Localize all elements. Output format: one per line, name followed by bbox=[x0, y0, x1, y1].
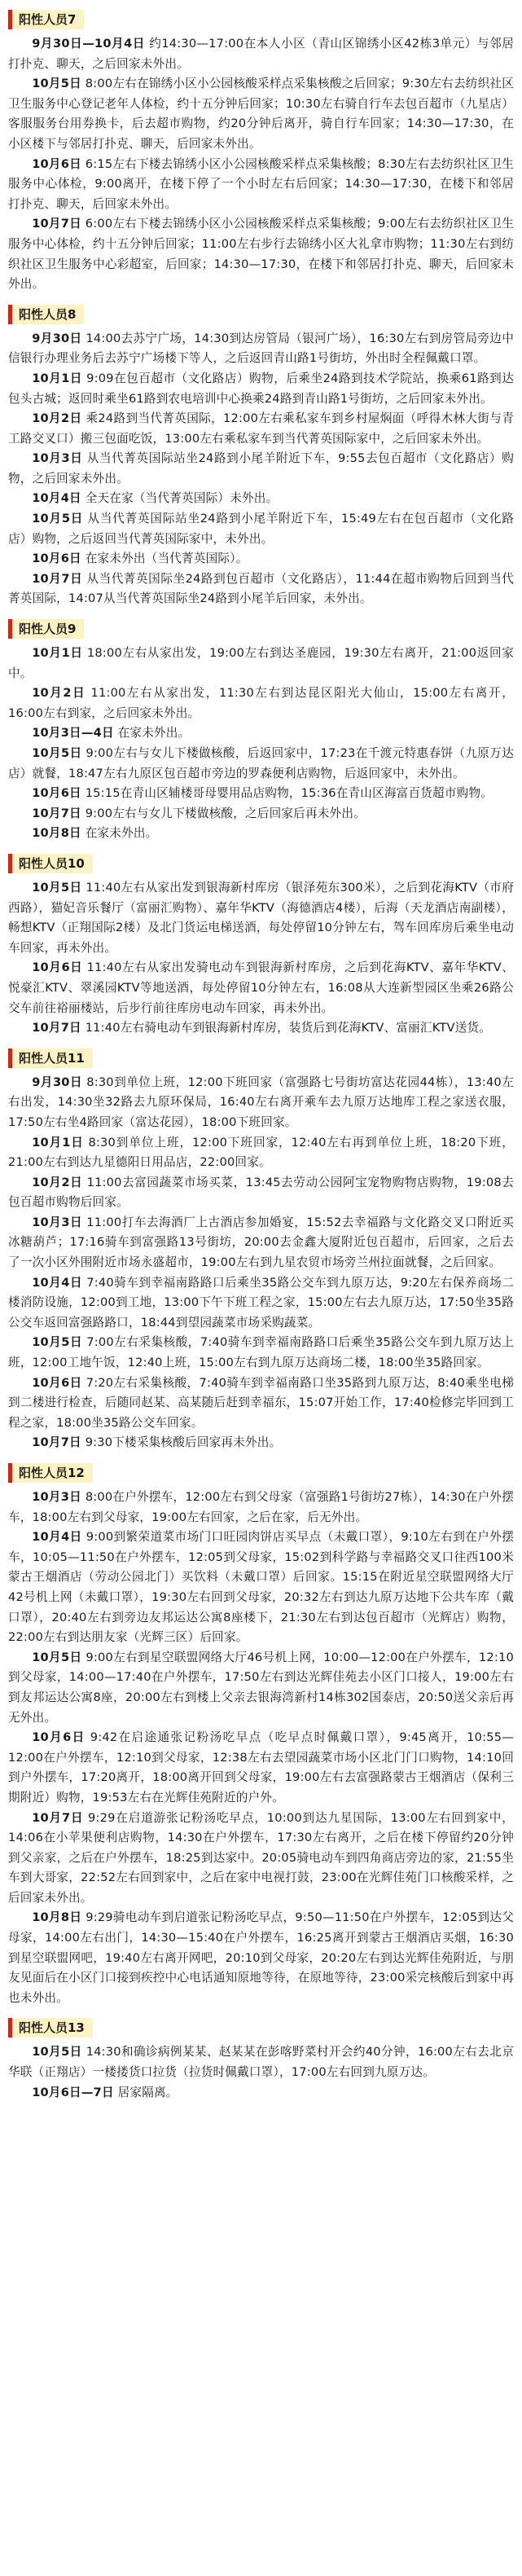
entry-text: 7:00左右采集核酸，7:40骑车到幸福南路路口后乘坐35路公交车到九原万达上班，12:00工地午饭，12:40上班，15:00左右到九原万达商场二楼，18:00坐35路回家。 bbox=[8, 1335, 515, 1370]
entry-date: 10月7日 bbox=[32, 1021, 81, 1035]
entry-date: 10月5日 bbox=[32, 746, 82, 760]
entry-date: 10月3日 bbox=[32, 451, 83, 466]
entry-date: 10月5日 bbox=[32, 1335, 83, 1350]
entry-date: 9月30日—10月4日 bbox=[32, 37, 145, 51]
entry-date: 10月5日 bbox=[32, 512, 84, 526]
entry-date: 10月7日 bbox=[32, 1435, 81, 1450]
itinerary-entry bbox=[8, 1528, 514, 1648]
itinerary-entry bbox=[8, 569, 514, 609]
entry-date: 10月8日 bbox=[32, 1910, 82, 1925]
entry-text: 9:42在启途通张记粉汤吃早点（吃早点时佩戴口罩），9:45离开，10:55—12:00在户外摆车，12:10到父母家，12:38左右去望园蔬菜市场小区北门门口购物，14:10回到户外摆车，17:20离开，18:00离开回到父母家，19:00左右去富强路蒙古王烟酒店（保利三期附近）购物，19:53左右在光辉佳苑附近的户外。 bbox=[8, 1730, 514, 1805]
entry-date: 10月6日 bbox=[32, 552, 81, 566]
entry-date: 10月2日 bbox=[32, 1175, 83, 1189]
itinerary-entry bbox=[8, 784, 514, 804]
entry-date: 10月6日 bbox=[32, 1730, 86, 1745]
entry-date: 9月30日 bbox=[32, 1075, 83, 1089]
itinerary-entry bbox=[8, 329, 514, 369]
entry-text: 乘24路到当代菁英国际，12:00左右乘私家车到乡村屋焖面（呼得木林大街与青工路交叉口）搬三包面吃饭，13:00左右乘私家车到当代菁英国际家中，之后回家未外出。 bbox=[8, 411, 514, 446]
entry-text: 6:15左右下楼去锦绣小区小公园核酸采样点采集核酸；8:30左右去纺织社区卫生服务中心体检，9:00离开，在楼下停了一个小时左右后回家；14:30—17:30，在楼下和邻居打扑克、聊天，后回家未外出。 bbox=[8, 156, 514, 211]
itinerary-entry bbox=[8, 1809, 514, 1909]
entry-text: 15:15在青山区辅楼哥母婴用品店购物，15:36在青山区海富百货超市购物。 bbox=[85, 786, 493, 801]
entry-date: 10月5日 bbox=[32, 880, 82, 895]
entry-date: 10月3日 bbox=[32, 1215, 83, 1229]
entry-date: 10月4日 bbox=[32, 1530, 82, 1545]
entry-text: 14:00去苏宁广场，14:30到达房管局（银河广场），16:30左右到房管局旁边中信银行办理业务后去苏宁广场楼下等人，之后返回青山路1号街坊，外出时全程佩戴口罩。 bbox=[8, 331, 515, 366]
itinerary-entry bbox=[8, 489, 514, 509]
itinerary-entry bbox=[8, 723, 514, 744]
case-section bbox=[8, 852, 514, 1039]
entry-text: 从当代菁英国际坐24路到包百超市（文化路店），11:44在超市购物后回到当代菁英国际，14:07从当代菁英国际坐24路到小尾羊后回家，未外出。 bbox=[8, 571, 515, 606]
itinerary-entry bbox=[8, 644, 514, 684]
case-title-badge: 阳性人员10 bbox=[8, 854, 93, 873]
entry-text: 6:00左右下楼去锦绣小区小公园核酸采样点采集核酸；9:00左右去纺织社区卫生服务中心体检，约十五分钟后回家；11:00左右步行去锦绣小区大礼拿市购物；11:30左右到纺织社区卫生服务中心彩超室，后回家；14:30—17:30，在楼下和邻居打扑克、聊天，后回家未外出。 bbox=[8, 217, 514, 292]
case-section bbox=[8, 1462, 514, 2008]
itinerary-entry bbox=[8, 449, 514, 489]
entry-text: 9:00左右与女儿下楼做核酸，后返回家中，17:23在千渡元特惠春饼（九原万达店）就餐，18:47左右九原区包百超市旁边的罗森便利店购物，后返回家中，未外出。 bbox=[8, 746, 515, 780]
entry-text: 9:09在包百超市（文化路店）购物，后乘坐24路到技术学院站，换乘61路到达包头古城；返回时乘坐61路到农电培训中心换乘24路到青山路1号街坊，之后回家未外出。 bbox=[8, 371, 514, 406]
entry-text: 约14:30—17:00在本人小区（青山区锦绣小区42栋3单元）与邻居打扑克、聊天，之后回家未外出。 bbox=[8, 37, 514, 71]
itinerary-entry bbox=[8, 1433, 514, 1453]
entry-text: 9:30下楼采集核酸后回家再未外出。 bbox=[85, 1435, 282, 1450]
itinerary-entry bbox=[8, 1333, 514, 1373]
entry-date: 10月3日—4日 bbox=[32, 726, 114, 741]
itinerary-entry bbox=[8, 824, 514, 844]
itinerary-entry bbox=[8, 804, 514, 824]
entry-date: 10月8日 bbox=[32, 826, 81, 841]
entry-date: 10月5日 bbox=[32, 1650, 82, 1664]
entry-text: 14:30和确诊病例某某、赵某某在彭喀野菜村开会约40分钟，16:00左右去北京华联（正翔店）一楼搂货口拉货（拉货时佩戴口罩），17:00左右回到九原万达。 bbox=[8, 2045, 514, 2080]
entry-text: 9:00到繁荣道菜市场门口旺园肉饼店买早点（未戴口罩），9:10左右到在户外摆车，10:05—11:50在户外摆车，12:05到父母家，15:02到科学路与幸福路交叉口往西100米蒙古王烟酒店（劳动公园北门）买饮料（未戴口罩）后回家。15:15在附近星空联盟网络大厅42号机上网（未戴口罩），19:30左右回到父母家，20:32左右到达九原万达地下公共车库（戴口罩），20:40左右到旁边友邦运达公寓8座楼下，21:30左右到达包百超市（光辉店）购物，22:00左右到达朋友家（光辉三区）后回家。 bbox=[8, 1530, 515, 1645]
entry-text: 11:40左右骑电动车到银海新村库房，装货后到花海KTV、富丽汇KTV送货。 bbox=[85, 1021, 492, 1035]
entry-text: 8:30到单位上班，12:00下班回家，12:40左右再到单位上班，18:20下班，21:00左右到达九星德阳日用品店，22:00回家。 bbox=[8, 1135, 514, 1170]
entry-date: 10月6日 bbox=[32, 156, 81, 171]
case-title-badge: 阳性人员9 bbox=[8, 619, 84, 639]
entry-date: 10月6日 bbox=[32, 786, 81, 801]
itinerary-entry bbox=[8, 2042, 514, 2082]
entry-date: 10月4日 bbox=[32, 491, 81, 506]
entry-text: 8:00左右在锦绣小区小公园核酸采样点采集核酸之后回家；9:30左右去纺织社区卫生服务中心登记老年人体检，约十五分钟后回家；10:30左右骑自行车去包百超市（九星店）客服服务台用券换卡，后去超市购物，约20分钟后离开，骑自行车回家；14:30—17:30，在小区楼下与邻居打扑克、聊天，后回家未外出。 bbox=[8, 77, 514, 151]
itinerary-entry bbox=[8, 1374, 514, 1434]
entry-date: 10月6日—7日 bbox=[32, 2085, 114, 2099]
entry-text: 11:00左右从家出发，11:30左右到达昆区阳光大仙山，15:00左右离开，16:00左右到家，之后回家未外出。 bbox=[8, 686, 514, 720]
entry-date: 10月3日 bbox=[32, 1490, 81, 1504]
itinerary-entry bbox=[8, 155, 514, 215]
case-title-badge: 阳性人员7 bbox=[8, 10, 84, 29]
entry-date: 10月5日 bbox=[32, 2045, 82, 2059]
entry-text: 18:00左右从家出发，19:00左右到达圣鹿园，19:30左右离开，21:00返回家中。 bbox=[8, 646, 514, 680]
entry-text: 全天在家（当代菁英国际）未外出。 bbox=[85, 491, 279, 506]
entry-text: 在家未外出。 bbox=[117, 726, 191, 741]
itinerary-entry bbox=[8, 1018, 514, 1039]
itinerary-entry bbox=[8, 1273, 514, 1334]
case-section bbox=[8, 303, 514, 609]
itinerary-entry bbox=[8, 1648, 514, 1728]
itinerary-entry bbox=[8, 1133, 514, 1173]
entry-date: 10月7日 bbox=[32, 571, 83, 586]
entry-date: 10月1日 bbox=[32, 1135, 84, 1150]
itinerary-entry bbox=[8, 1213, 514, 1273]
entry-date: 10月2日 bbox=[32, 411, 82, 426]
entry-date: 9月30日 bbox=[32, 331, 82, 345]
itinerary-entry bbox=[8, 1908, 514, 2008]
itinerary-entry bbox=[8, 214, 514, 294]
entry-date: 10月7日 bbox=[32, 806, 81, 820]
entry-text: 11:40左右从家出发骑电动车到银海新村库房，之后到花海KTV、嘉年华KTV、悦豪汇KTV、翠溪园KTV等地送酒，每处停留10分钟左右，16:08从大连新型园区坐乘26路公交车前往裕丽楼站，后步行前往库房电动车回家，再未外出。 bbox=[8, 961, 514, 1015]
itinerary-entry bbox=[8, 744, 514, 784]
entry-text: 从当代菁英国际站坐24路到小尾羊附近下车，9:55去包百超市（文化路店）购物，之后回家未外出。 bbox=[8, 451, 514, 486]
entry-text: 在家未外出。 bbox=[85, 826, 158, 841]
itinerary-entry bbox=[8, 1728, 514, 1808]
entry-text: 从当代菁英国际站坐24路到小尾羊附近下车，15:49左右在包百超市（文化路店）购物，之后返回当代菁英国际家中，未外出。 bbox=[8, 512, 515, 546]
entry-text: 9:29在启道游张记粉汤吃早点，10:00到达九星国际，13:00左右回到家中，14:06在小苹果便利店购物，14:30在户外摆车，17:30左右离开，之后在楼下停留约20分钟到父亲家，之后在户外摆车，18:25到达家中。20:05骑电动车到四角商店旁边的家，21:55坐车到大哥家，22:52左右回到家中，之后在家中电视打鼓，23:00在光辉佳苑门口核酸采样，之后回家未外出。 bbox=[8, 1810, 515, 1905]
entry-text: 7:40骑车到幸福南路路口后乘坐35路公交车到九原万达，9:20左右保养商场二楼消防设施，12:00到工地，13:00下午下班工程之家，15:00左右去九原万达，17:50坐35路公交车返回富强路路口，18:44到望园蔬菜市场采购蔬菜。 bbox=[8, 1275, 515, 1330]
entry-date: 10月1日 bbox=[32, 646, 83, 661]
case-title-badge: 阳性人员8 bbox=[8, 305, 84, 324]
case-section bbox=[8, 8, 514, 295]
entry-date: 10月7日 bbox=[32, 1810, 84, 1825]
case-title-badge: 阳性人员13 bbox=[8, 2018, 93, 2038]
entry-date: 10月4日 bbox=[32, 1275, 83, 1290]
itinerary-entry bbox=[8, 1073, 514, 1133]
entry-text: 11:40左右从家出发到银海新村库房（银泽苑东300米），之后到花海KTV（市府西路），猫妃音乐餐厅（富丽汇购物）、嘉年华KTV（海德酒店4楼），后海（天龙酒店南副楼），畅想KTV（正翔国际2楼）及北门货运电梯送酒，每处停留10分钟左右，驾车回库房后乘坐电动车回家，再未外出。 bbox=[8, 880, 515, 955]
entry-text: 在家未外出（当代菁英国际）。 bbox=[85, 552, 248, 566]
itinerary-entry bbox=[8, 684, 514, 723]
entry-text: 9:00左右与女儿下楼做核酸，之后回家后再未外出。 bbox=[85, 806, 366, 820]
entry-date: 10月7日 bbox=[32, 217, 81, 231]
entry-date: 10月6日 bbox=[32, 1375, 82, 1390]
entry-text: 9:29骑电动车到启道张记粉汤吃早点，9:50—11:50在户外摆车，12:05到达父母家，14:00左右出门，14:30—15:40在户外摆车，16:25离开到蒙古王烟酒店买烟，16:30到星空联盟网吧，19:40左右离开网吧，20:10到父母家，20:20左右到达光辉佳苑附近，与朋友见面后在小区门口接到疾控中心电话通知原地等待，在原地等待，23:00采完核酸后到家中再也未外出。 bbox=[8, 1910, 515, 2005]
entry-date: 10月2日 bbox=[32, 686, 86, 701]
case-title-badge: 阳性人员12 bbox=[8, 1463, 93, 1483]
itinerary-entry bbox=[8, 1173, 514, 1213]
entry-text: 8:00在户外摆车，12:00左右到父母家（富强路1号街坊27栋），14:30在户外摆车，18:00左右到父母家，19:00左右回家，之后在家，后无外出。 bbox=[8, 1490, 515, 1524]
entry-text: 居家隔离。 bbox=[117, 2085, 178, 2099]
entry-date: 10月6日 bbox=[32, 961, 83, 975]
entry-text: 9:00左右到星空联盟网络大厅46号机上网，10:00—12:00在户外摆车，12:10到父母家，14:00—17:40在户外摆车，17:50左右到达光辉佳苑去小区门口接人，19:00左右到友邦运达公寓8座，20:00左右到楼上父亲去银海湾新村14栋302国泰店，20:50送父亲后再无外出。 bbox=[8, 1650, 514, 1725]
itinerary-entry bbox=[8, 1488, 514, 1528]
itinerary-entry bbox=[8, 369, 514, 409]
case-title-badge: 阳性人员11 bbox=[8, 1048, 93, 1068]
entry-text: 11:00去富园蔬菜市场买菜，13:45去劳动公园阿宝宠物购物店购物，19:08去包百超市购物后回家。 bbox=[8, 1175, 514, 1210]
entry-text: 8:30到单位上班，12:00下班回家（富强路七号街坊富达花园44栋），13:40左右出发，14:30坐32路去九原环保局，16:40左右离开乘车去九原万达地库工程之家送衣服，17:50左右坐4路回家（富达花园），18:00下班回家。 bbox=[8, 1075, 515, 1129]
itinerary-entry bbox=[8, 2083, 514, 2103]
itinerary-entry bbox=[8, 878, 514, 958]
itinerary-entry bbox=[8, 958, 514, 1018]
case-section bbox=[8, 618, 514, 844]
itinerary-entry bbox=[8, 409, 514, 449]
itinerary-entry bbox=[8, 509, 514, 549]
itinerary-entry bbox=[8, 74, 514, 154]
entry-date: 10月5日 bbox=[32, 77, 81, 91]
entry-text: 11:00打车去海酒厂上古酒店参加婚宴，15:52去幸福路与文化路交叉口附近买冰糖葫芦；17:16骑车到富强路13号街坊，20:00去金鑫大厦附近包百超市，后回家，之后去了一次小区外围附近市场永盛超市，19:00左右到九星农贸市场旁兰州拉面就餐，之后回家。 bbox=[8, 1215, 515, 1270]
itinerary-entry bbox=[8, 549, 514, 569]
case-section bbox=[8, 1047, 514, 1453]
entry-date: 10月1日 bbox=[32, 371, 83, 385]
itinerary-entry bbox=[8, 34, 514, 74]
entry-text: 7:20左右采集核酸，7:40骑车到幸福南路口坐35路到九原万达，8:40乘坐电梯到二楼进行检查，后随同赵某、高某随后赶到幸福东，15:07开始工作，17:40检修完毕回到工程之家，18:00坐35路公交车回家。 bbox=[8, 1375, 514, 1430]
case-section bbox=[8, 2016, 514, 2103]
